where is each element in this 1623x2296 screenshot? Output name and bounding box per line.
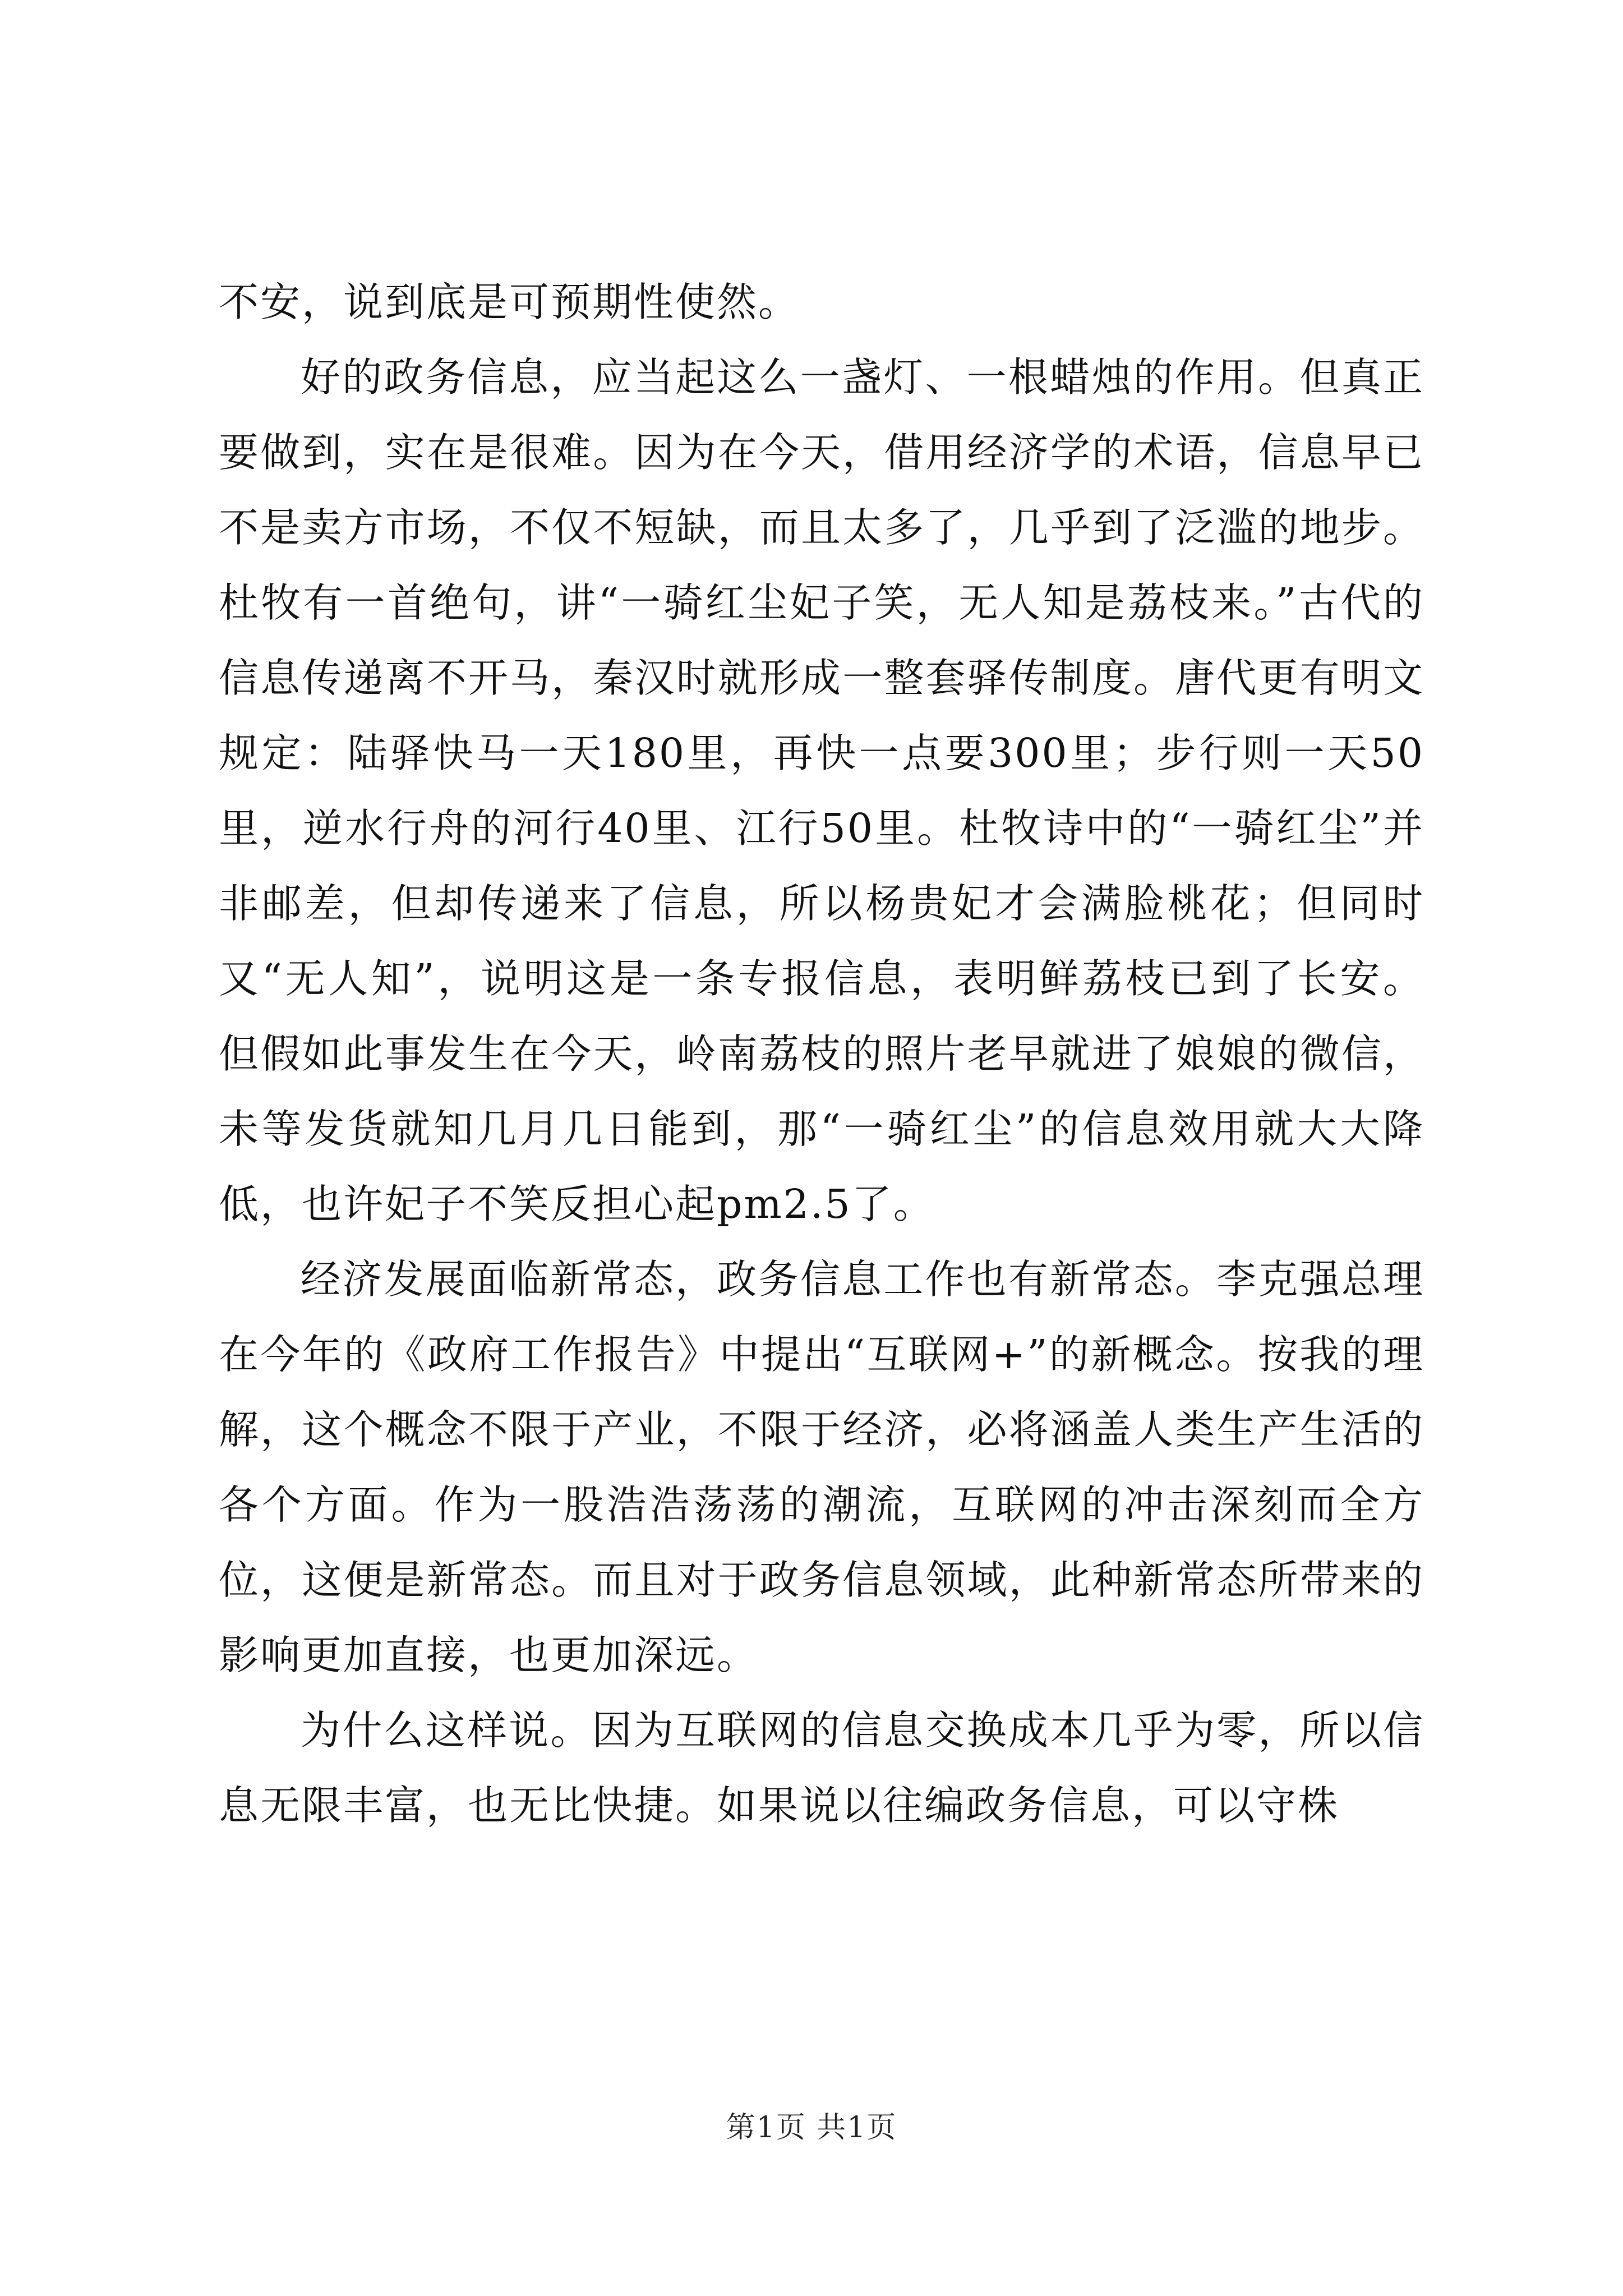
paragraph-1: 不安，说到底是可预期性使然。 bbox=[219, 279, 800, 325]
paragraph-2: 好的政务信息，应当起这么一盏灯、一根蜡烛的作用。但真正要做到，实在是很难。因为在今天，借用经济学的术语，信息早已不是卖方市场，不仅不短缺，而且太多了，几乎到了泛滥的地步。杜牧有一首绝句，讲“一骑红尘妃子笑，无人知是荔枝来。”古代的信息传递离不开马，秦汉时就形成一整套驿传制度。唐代更有明文规定：陆驿快马一天180里，再快一点要300里；步行则一天50里，逆水行舟的河行40里、江行50里。杜牧诗中的“一骑红尘”并非邮差，但却传递来了信息，所以杨贵妃才会满脸桃花；但同时又“无人知”，说明这是一条专报信息，表明鲜荔枝已到了长安。但假如此事发生在今天，岭南荔枝的照片老早就进了娘娘的微信，未等发货就知几月几日能到，那“一骑红尘”的信息效用就大大降低，也许妃子不笑反担心起pm2.5了。 bbox=[219, 354, 1424, 1227]
paragraph-3: 经济发展面临新常态，政务信息工作也有新常态。李克强总理在今年的《政府工作报告》中提出“互联网+”的新概念。按我的理解，这个概念不限于产业，不限于经济，必将涵盖人类生产生活的各个方面。作为一股浩浩荡荡的潮流，互联网的冲击深刻而全方位，这便是新常态。而且对于政务信息领域，此种新常态所带来的影响更加直接，也更加深远。 bbox=[219, 1256, 1424, 1678]
document-body bbox=[219, 265, 1424, 1843]
paragraph-4: 为什么这样说。因为互联网的信息交换成本几乎为零，所以信息无限丰富，也无比快捷。如果说以往编政务信息，可以守株 bbox=[219, 1707, 1424, 1829]
page-footer: 第1页 共1页 bbox=[726, 2111, 897, 2145]
